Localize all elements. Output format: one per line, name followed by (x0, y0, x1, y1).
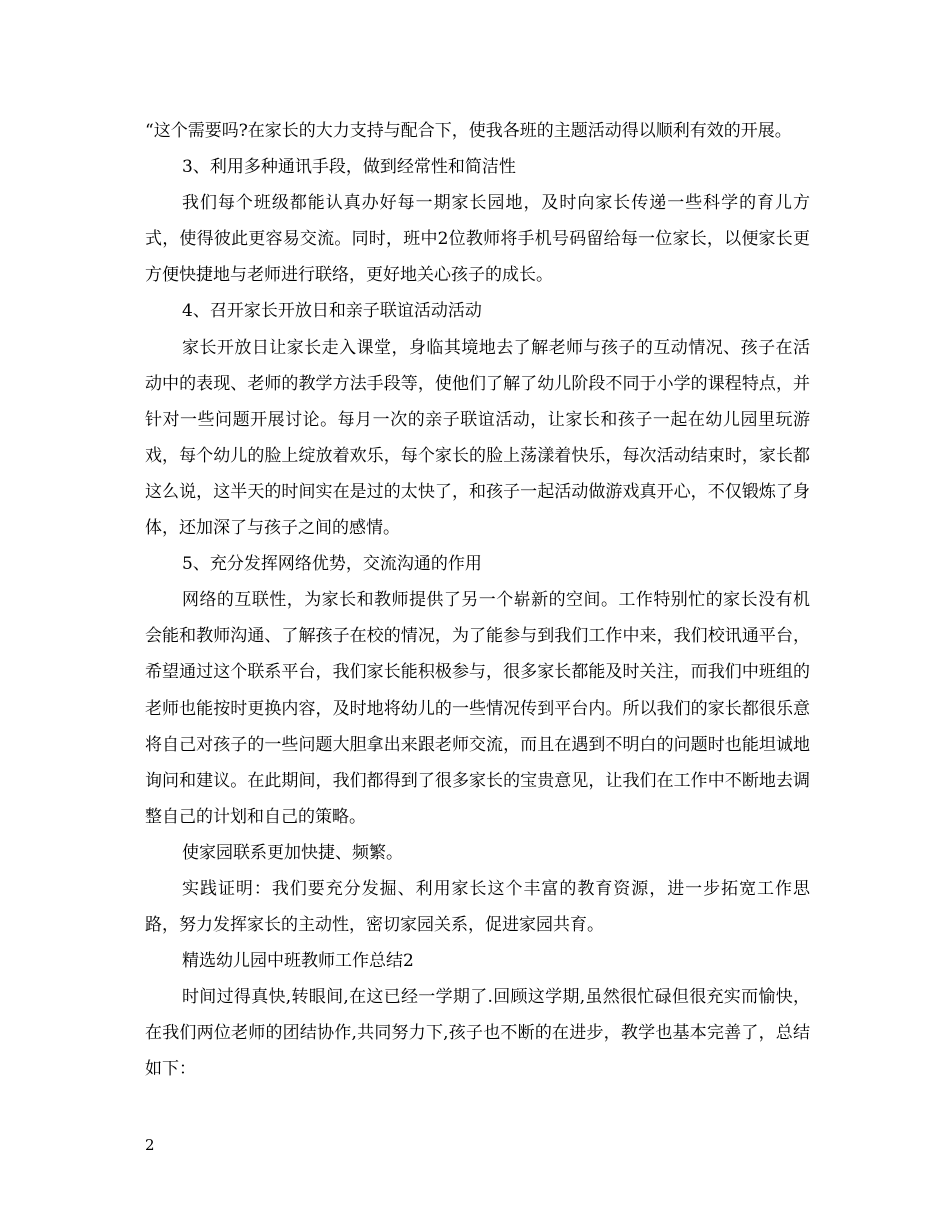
paragraph-continuation: “这个需要吗?在家长的大力支持与配合下，使我各班的主题活动得以顺利有效的开展。 (145, 121, 792, 141)
section-heading-4: 4、召开家长开放日和亲子联谊活动活动 (182, 301, 482, 322)
section-heading-5: 5、充分发挥网络优势，交流沟通的作用 (182, 554, 482, 575)
paragraph-summary-intro: 时间过得真快,转眼间,在这已经一学期了.回顾这学期,虽然很忙碌但很充实而愉快，在我们两位老师的团结协作,共同努力下,孩子也不断的在进步，教学也基本完善了，总结如下： (145, 987, 810, 1080)
paragraph-network-end: 使家园联系更加快捷、频繁。 (182, 842, 403, 863)
paragraph-network: 网络的互联性，为家长和教师提供了另一个崭新的空间。工作特别忙的家长没有机会能和教师沟通、了解孩子在校的情况，为了能参与到我们工作中来，我们校讯通平台，希望通过这个联系平台，我们家长能积极参与，很多家长都能及时关注，而我们中班组的老师也能按时更换内容，及时地将幼儿的一些情况传到平台内。所以我们的家长都很乐意将自己对孩子的一些问题大胆拿出来跟老师交流，而且在遇到不明白的问题时也能坦诚地询问和建议。在此期间，我们都得到了很多家长的宝贵意见，让我们在工作中不断地去调整自己的计划和自己的策略。 (145, 590, 810, 827)
document-body (145, 113, 810, 1088)
paragraph-practice: 实践证明：我们要充分发掘、利用家长这个丰富的教育资源，进一步拓宽工作思路，努力发挥家长的主动性，密切家园关系，促进家园共育。 (145, 878, 810, 936)
section-title-2: 精选幼儿园中班教师工作总结2 (182, 951, 414, 972)
paragraph-communication: 我们每个班级都能认真办好每一期家长园地，及时向家长传递一些科学的育儿方式，使得彼此更容易交流。同时，班中2位教师将手机号码留给每一位家长，以便家长更方便快捷地与老师进行联络，更好地关心孩子的成长。 (145, 193, 810, 286)
paragraph-open-day: 家长开放日让家长走入课堂，身临其境地去了解老师与孩子的互动情况、孩子在活动中的表现、老师的教学方法手段等，使他们了解了幼儿阶段不同于小学的课程特点，并针对一些问题开展讨论。每月一次的亲子联谊活动，让家长和孩子一起在幼儿园里玩游戏，每个幼儿的脸上绽放着欢乐，每个家长的脸上荡漾着快乐，每次活动结束时，家长都这么说，这半天的时间实在是过的太快了，和孩子一起活动做游戏真开心，不仅锻炼了身体，还加深了与孩子之间的感情。 (145, 337, 810, 539)
section-heading-3: 3、利用多种通讯手段，做到经常性和简洁性 (182, 157, 516, 178)
page-number: 2 (145, 1136, 155, 1154)
